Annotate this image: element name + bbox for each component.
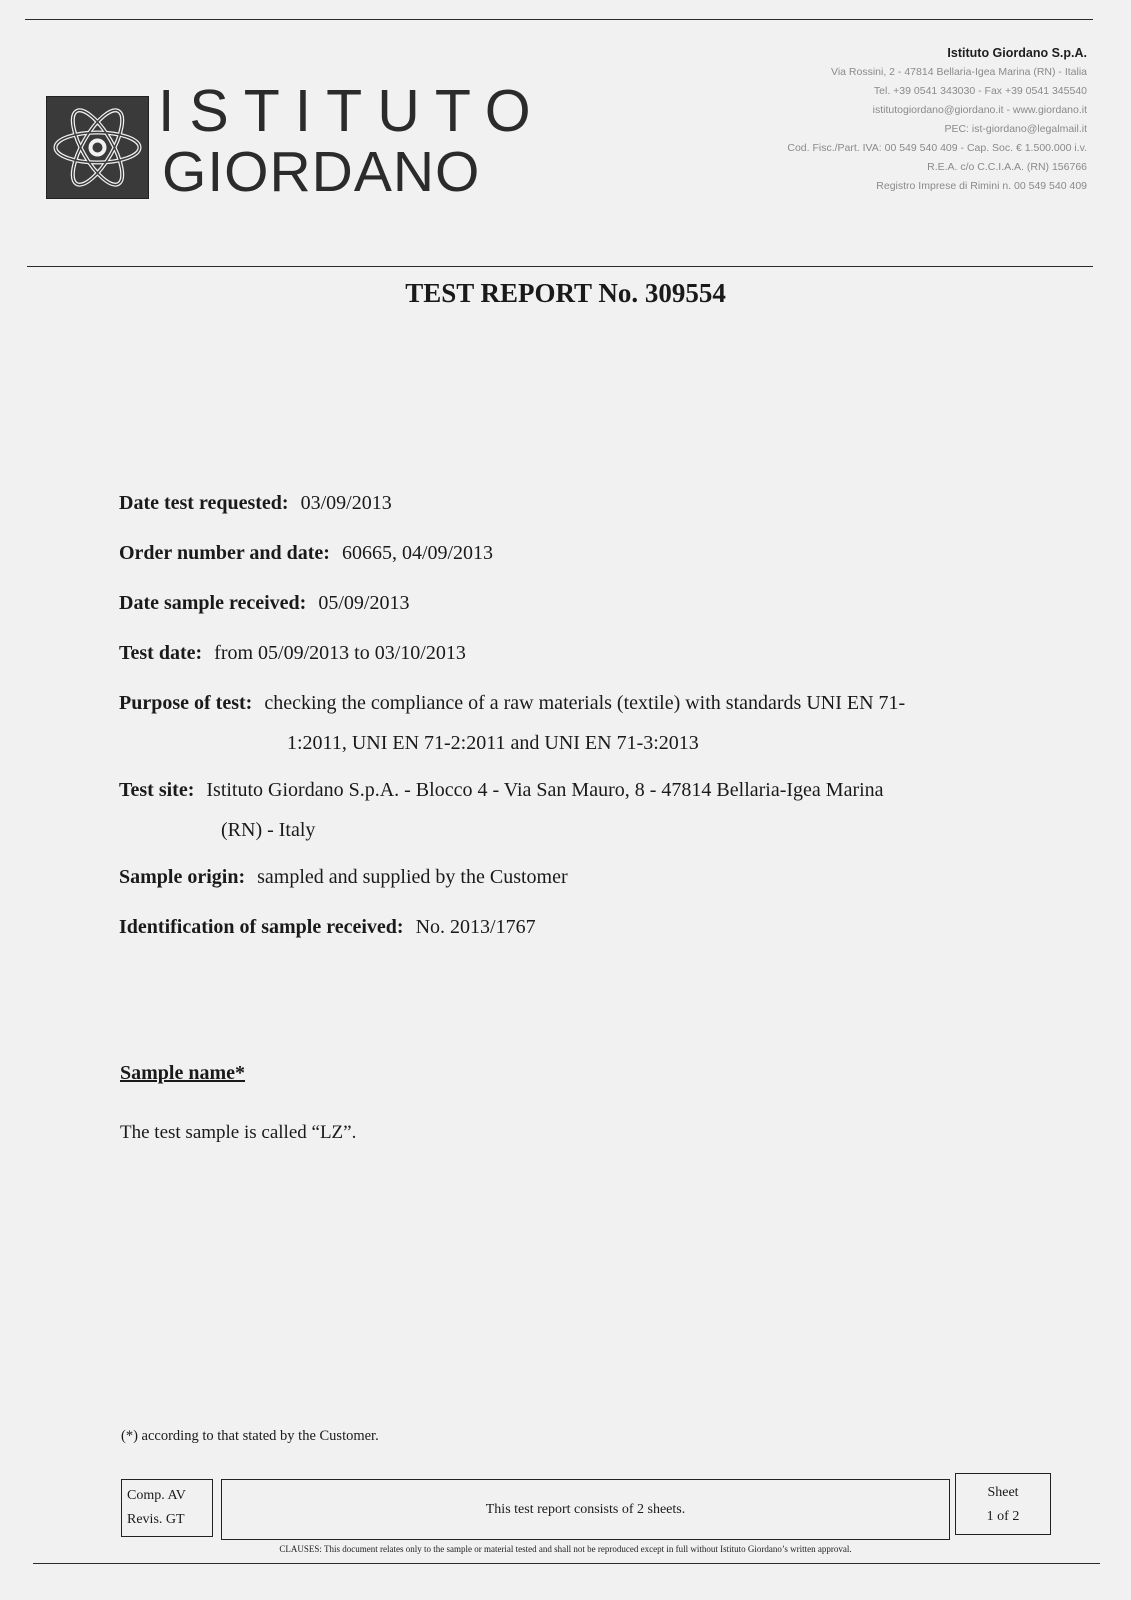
field-value-line2: 1:2011, UNI EN 71-2:2011 and UNI EN 71-3:2013: [287, 732, 699, 754]
field-value-line2: (RN) - Italy: [221, 819, 316, 841]
clauses-note: [0, 1544, 1131, 1554]
field-test-date: [119, 633, 1044, 673]
field-purpose: [119, 683, 1044, 763]
field-label: Date sample received:: [119, 592, 307, 614]
field-date-received: [119, 583, 1044, 623]
sheet-of: 1 of 2: [986, 1509, 1020, 1524]
header-rule: [27, 266, 1093, 267]
field-label: Identification of sample received:: [119, 916, 404, 938]
field-value-line1: checking the compliance of a raw materials (textile) with standards UNI EN 71-: [264, 692, 906, 714]
sample-name-text: The test sample is called “LZ”.: [120, 1122, 357, 1143]
compiler-box: [121, 1479, 213, 1537]
company-phone: Tel. +39 0541 343030 - Fax +39 0541 345540: [873, 85, 1087, 97]
clauses-text: This document relates only to the sample or material tested and shall not be reproduced except in full without Istituto Giordano’s written approval.: [323, 1544, 852, 1554]
field-value: 03/09/2013: [300, 492, 392, 514]
field-identification: [119, 907, 1044, 947]
field-value: 05/09/2013: [318, 592, 410, 614]
sheets-note: This test report consists of 2 sheets.: [485, 1501, 686, 1517]
field-value-line1: Istituto Giordano S.p.A. - Blocco 4 - Via San Mauro, 8 - 47814 Bellaria-Igea Marina: [206, 779, 884, 801]
compiled-by: Comp. AV: [127, 1488, 186, 1503]
field-date-requested: [119, 483, 1044, 523]
field-label: Purpose of test:: [119, 692, 253, 714]
company-registry: Registro Imprese di Rimini n. 00 549 540 409: [876, 180, 1087, 192]
company-email: istitutogiordano@giordano.it - www.giordano.it: [872, 104, 1087, 116]
field-value: from 05/09/2013 to 03/10/2013: [214, 642, 466, 664]
top-rule: [25, 19, 1093, 20]
report-title: TEST REPORT No. 309554: [405, 278, 726, 308]
company-contact-block: [667, 44, 1087, 196]
field-label: Test date:: [119, 642, 203, 664]
field-value: 60665, 04/09/2013: [341, 542, 494, 564]
company-rea: R.E.A. c/o C.C.I.A.A. (RN) 156766: [927, 161, 1087, 173]
sheet-number-box: [955, 1473, 1051, 1535]
company-pec: PEC: ist-giordano@legalmail.it: [944, 123, 1087, 135]
field-order: [119, 533, 1044, 573]
footnote: (*) according to that stated by the Customer.: [121, 1428, 379, 1444]
atom-logo-icon: [46, 96, 149, 199]
company-address: Via Rossini, 2 - 47814 Bellaria-Igea Marina (RN) - Italia: [831, 66, 1087, 78]
clauses-key: CLAUSES:: [279, 1544, 322, 1554]
sheet-label: Sheet: [987, 1485, 1019, 1500]
field-value: No. 2013/1767: [415, 916, 536, 938]
field-value: sampled and supplied by the Customer: [257, 866, 568, 888]
field-label: Order number and date:: [119, 542, 330, 564]
field-label: Date test requested:: [119, 492, 289, 514]
field-test-site: [119, 770, 1044, 850]
bottom-rule: [33, 1563, 1100, 1564]
logo-wordmark-line1: ISTITUTO: [158, 78, 546, 144]
revised-by: Revis. GT: [127, 1512, 185, 1527]
sheets-note-box: [221, 1479, 950, 1540]
field-label: Test site:: [119, 779, 195, 801]
field-label: Sample origin:: [119, 866, 246, 888]
company-tax-id: Cod. Fisc./Part. IVA: 00 549 540 409 - Cap. Soc. € 1.500.000 i.v.: [787, 142, 1087, 154]
field-sample-origin: [119, 857, 1044, 897]
company-name: Istituto Giordano S.p.A.: [947, 46, 1087, 60]
sample-name-heading: Sample name*: [120, 1062, 245, 1084]
logo-wordmark-line2: GIORDANO: [162, 140, 481, 204]
